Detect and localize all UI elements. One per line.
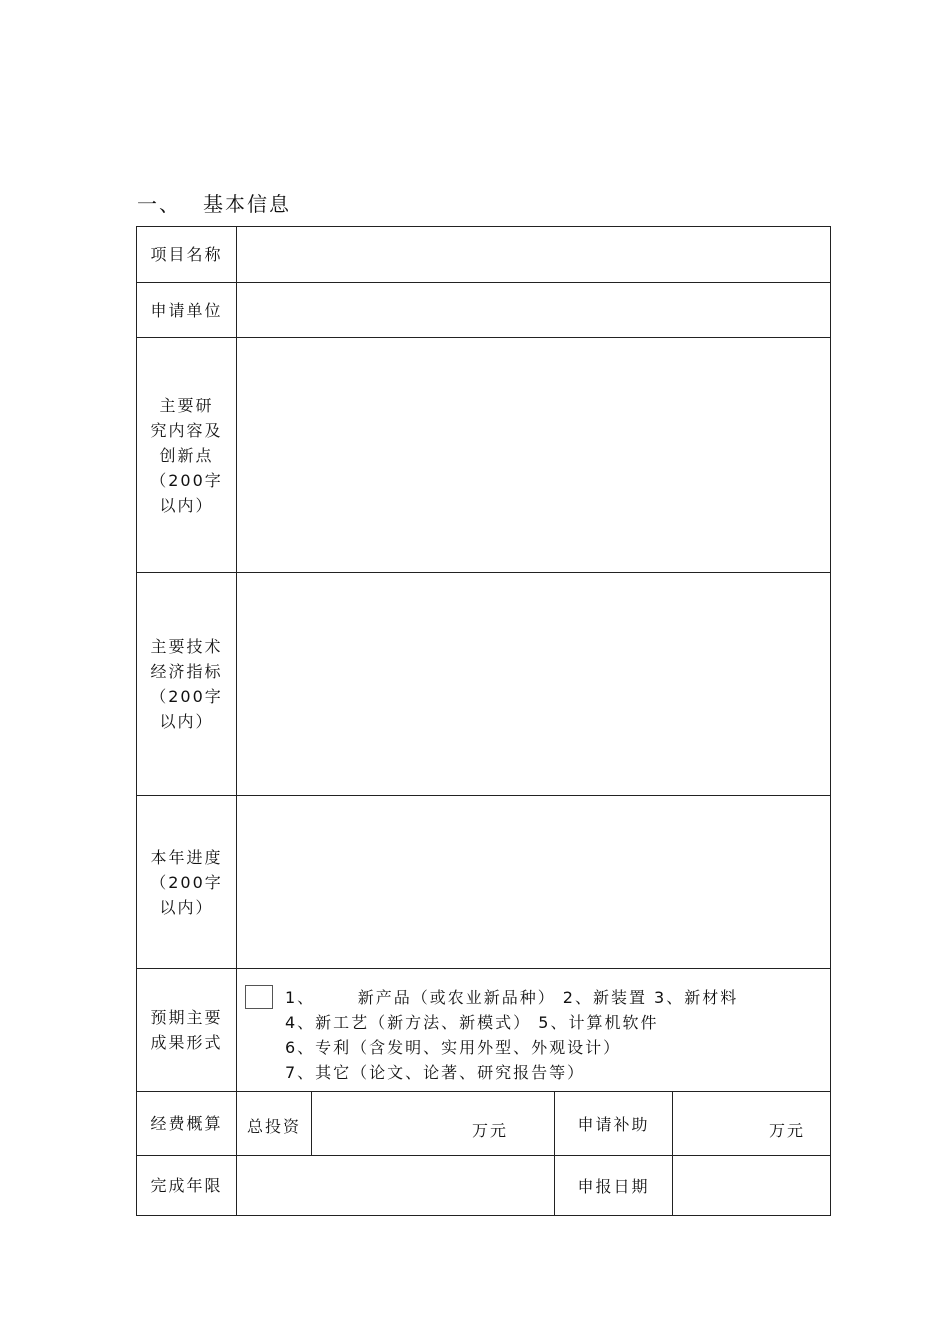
subsidy-label: 申请补助 bbox=[555, 1092, 673, 1156]
row-applicant bbox=[137, 283, 831, 338]
research-label bbox=[137, 338, 237, 573]
subsidy-unit: 万元 bbox=[769, 1120, 806, 1140]
research-label-line: 究内容及 bbox=[150, 420, 223, 440]
applicant-label: 申请单位 bbox=[137, 283, 237, 338]
indicators-label-line: 经济指标 bbox=[150, 662, 223, 681]
section-number: 一、 bbox=[137, 192, 181, 216]
section-heading bbox=[137, 188, 291, 217]
subsidy-field[interactable] bbox=[673, 1092, 831, 1156]
outcome-checkbox[interactable] bbox=[245, 985, 273, 1009]
total-investment-label: 总投资 bbox=[237, 1092, 312, 1156]
row-indicators bbox=[137, 573, 831, 796]
row-project-name bbox=[137, 227, 831, 283]
indicators-label-line: （200字 bbox=[150, 687, 223, 706]
outcomes-label bbox=[137, 969, 237, 1092]
section-title: 基本信息 bbox=[203, 192, 291, 216]
outcomes-field bbox=[237, 969, 831, 1092]
progress-label-line: （200字 bbox=[150, 872, 223, 892]
outcome-option: 6、专利（含发明、实用外型、外观设计） bbox=[285, 1038, 622, 1057]
outcomes-label-line: 预期主要 bbox=[150, 1008, 223, 1027]
total-investment-unit: 万元 bbox=[472, 1120, 509, 1140]
research-label-line: 以内） bbox=[159, 495, 214, 515]
basic-info-form bbox=[136, 226, 831, 1216]
research-label-line: 主要研 bbox=[159, 395, 214, 415]
budget-label: 经费概算 bbox=[137, 1092, 237, 1156]
application-date-label: 申报日期 bbox=[555, 1156, 673, 1216]
progress-label-line: 以内） bbox=[159, 897, 214, 917]
research-label-line: 创新点 bbox=[159, 445, 214, 465]
total-investment-field[interactable] bbox=[312, 1092, 555, 1156]
application-date-field[interactable] bbox=[673, 1156, 831, 1216]
outcomes-label-line: 成果形式 bbox=[150, 1033, 223, 1052]
progress-label bbox=[137, 796, 237, 969]
completion-label: 完成年限 bbox=[137, 1156, 237, 1216]
outcome-option: 4、新工艺（新方法、新模式） 5、计算机软件 bbox=[285, 1013, 659, 1032]
outcome-option: 7、其它（论文、论著、研究报告等） bbox=[285, 1063, 586, 1082]
completion-field[interactable] bbox=[237, 1156, 555, 1216]
project-name-label: 项目名称 bbox=[137, 227, 237, 283]
row-completion bbox=[137, 1156, 831, 1216]
progress-field[interactable] bbox=[237, 796, 831, 969]
row-research bbox=[137, 338, 831, 573]
row-budget bbox=[137, 1092, 831, 1156]
indicators-label-line: 主要技术 bbox=[150, 637, 223, 656]
progress-label-line: 本年进度 bbox=[150, 847, 223, 867]
indicators-label-line: 以内） bbox=[159, 712, 214, 731]
row-outcomes bbox=[137, 969, 831, 1092]
indicators-label bbox=[137, 573, 237, 796]
research-field[interactable] bbox=[237, 338, 831, 573]
project-name-field[interactable] bbox=[237, 227, 831, 283]
row-progress bbox=[137, 796, 831, 969]
research-label-line: （200字 bbox=[150, 470, 223, 490]
applicant-field[interactable] bbox=[237, 283, 831, 338]
outcome-option: 1、 新产品（或农业新品种） 2、新装置 3、新材料 bbox=[285, 988, 739, 1007]
indicators-field[interactable] bbox=[237, 573, 831, 796]
